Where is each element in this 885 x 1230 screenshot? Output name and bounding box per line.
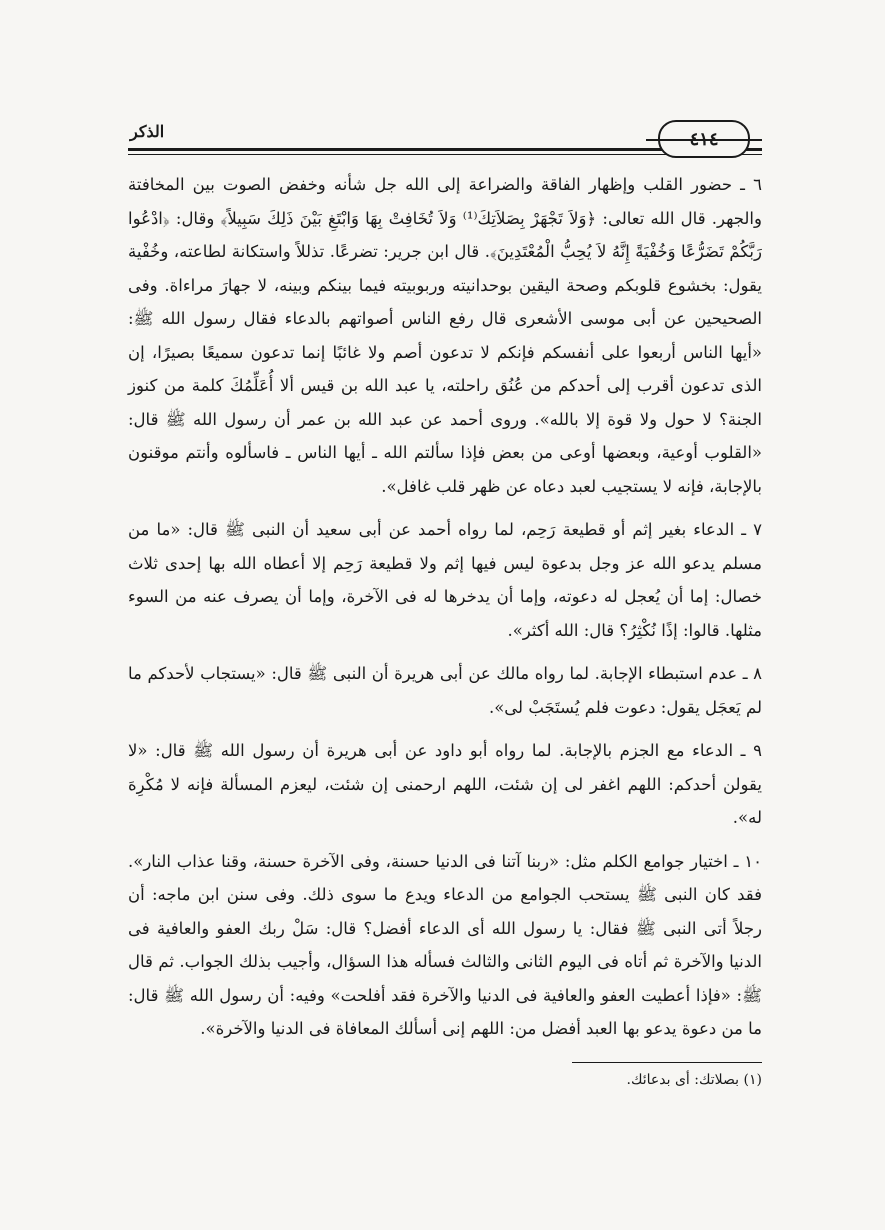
paragraph-6: ٦ ـ حضور القلب وإظهار الفاقة والضراعة إلى الله جل شأنه وخفض الصوت بين المخافتة والجهر. قال الله تعالى: ﴿وَلاَ تَجْهَرْ بِصَلاَتِكَ⁽¹⁾ وَلاَ تُخَافِتْ بِهَا وَابْتَغِ بَيْنَ ذَلِكَ سَبِيلاً﴾ وقال: ﴿ادْعُوا رَبَّكُمْ تَضَرُّعًا وَخُفْيَةً إِنَّهُ لاَ يُحِبُّ الْمُعْتَدِينَ﴾. قال ابن جرير: تضرعًا. تذللاً واستكانة لطاعته، وخُفْية يقول: بخشوع قلوبكم وصحة اليقين بوحدانيته وربوبيته فيما بينكم وبينه، لا جهارَ مراءاة. وفى الصحيحين عن أبى موسى الأشعرى قال رفع الناس أصواتهم بالدعاء فقال رسول الله ﷺ: «أيها الناس أربعوا على أنفسكم فإنكم لا تدعون أصم ولا غائبًا إنما تدعون سميعًا بصيرًا، إن الذى تدعون أقرب إلى أحدكم من عُنُق راحلته، يا عبد الله بن قيس ألا أُعَلِّمُكَ كلمة من كنوز الجنة؟ لا حول ولا قوة إلا بالله». وروى أحمد عن عبد الله بن عمر أن رسول الله ﷺ قال: «القلوب أوعية، وبعضها أوعى من بعض فإذا سألتم الله ـ أيها الناس ـ فاسألوه وأنتم موقنون بالإجابة، فإنه لا يستجيب لعبد دعاه عن ظهر قلب غافل». (128, 175, 762, 496)
paragraph-9: ٩ ـ الدعاء مع الجزم بالإجابة. لما رواه أبو داود عن أبى هريرة أن رسول الله ﷺ قال: «لا يقولن أحدكم: اللهم اغفر لى إن شئت، اللهم ارحمنى إن شئت، ليعزم المسألة فإنه لا مُكْرِهَ له». (128, 741, 762, 827)
footnote: (١) بصلاتك: أى بدعائك. (626, 1071, 762, 1088)
body-text (128, 168, 762, 1046)
book-page (128, 112, 762, 1091)
paragraph-8: ٨ ـ عدم استبطاء الإجابة. لما رواه مالك عن أبى هريرة أن النبى ﷺ قال: «يستجاب لأحدكم ما لم يَعجَل يقول: دعوت فلم يُستَجَبْ لى». (128, 664, 762, 717)
page-header (128, 112, 762, 156)
page-number: ٤١٤ (689, 128, 719, 150)
page-number-badge (658, 120, 750, 158)
paragraph-7: ٧ ـ الدعاء بغير إثم أو قطيعة رَحِم، لما رواه أحمد عن أبى سعيد أن النبى ﷺ قال: «ما من مسلم يدعو الله عز وجل بدعوة ليس فيها إثم ولا قطيعة رَحِم إلا أعطاه الله بها إحدى ثلاث خصال: إما أن يُعجل له دعوته، وإما أن يدخرها له فى الآخرة، وإما أن يصرف عنه من السوء مثلها. قالوا: إذًا نُكْثِرُ؟ قال: الله أكثر». (128, 520, 762, 640)
paragraph-10: ١٠ ـ اختيار جوامع الكلم مثل: «ربنا آتنا فى الدنيا حسنة، وفى الآخرة حسنة، وقنا عذاب النار». فقد كان النبى ﷺ يستحب الجوامع من الدعاء ويدع ما سوى ذلك. وفى سنن ابن ماجه: أن رجلاً أتى النبى ﷺ فقال: يا رسول الله أى الدعاء أفضل؟ قال: سَلْ ربك العفو والعافية فى الدنيا والآخرة ثم أتاه فى اليوم الثانى والثالث فسأله هذا السؤال، وأجيب بذلك الجواب. ثم قال ﷺ: «فإذا أعطيت العفو والعافية فى الدنيا والآخرة فقد أفلحت» وفيه: أن رسول الله ﷺ قال: ما من دعوة يدعو بها العبد أفضل من: اللهم إنى أسألك المعافاة فى الدنيا والآخرة». (128, 851, 762, 1038)
running-title: الذكر (130, 122, 165, 141)
footnote-separator (572, 1062, 762, 1063)
